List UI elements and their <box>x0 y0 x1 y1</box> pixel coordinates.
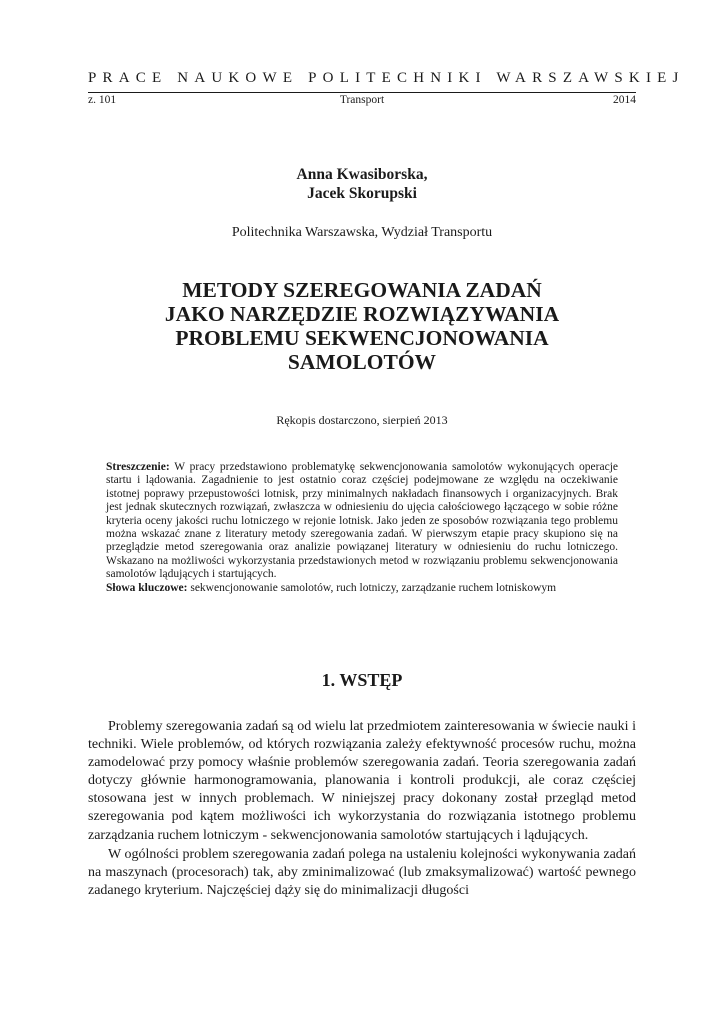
section-heading: 1. WSTĘP <box>321 670 403 690</box>
series-name: Transport <box>339 94 385 106</box>
title-line: METODY SZEREGOWANIA ZADAŃ <box>182 278 542 302</box>
body-paragraph: W ogólności problem szeregowania zadań polega na ustaleniu kolejności wykonywania zadań na maszynach (procesorach) tak, aby zminimalizować (lub zmaksymalizować) wartość pewnego zadanego kryterium. Najczęściej dąży się do minimalizacji długości <box>88 846 636 898</box>
header-rule <box>88 92 636 93</box>
keywords-label: Słowa kluczowe: <box>106 581 188 594</box>
abstract-paragraph <box>106 461 618 582</box>
abstract-label: Streszczenie: <box>106 461 170 473</box>
author-1: Anna Kwasiborska, <box>296 166 428 183</box>
abstract <box>106 461 618 595</box>
author-2: Jacek Skorupski <box>307 185 417 202</box>
title-line: SAMOLOTÓW <box>287 350 437 374</box>
keywords-text: sekwencjonowanie samolotów, ruch lotniczy, zarządzanie ruchem lotniskowym <box>190 581 557 594</box>
received-date: Rękopis dostarczono, sierpień 2013 <box>276 413 448 427</box>
volume-number: z. 101 <box>88 94 117 106</box>
publication-year: 2014 <box>613 94 636 106</box>
section-body <box>88 718 636 900</box>
title-line: JAKO NARZĘDZIE ROZWIĄZYWANIA <box>164 302 560 326</box>
paper-title <box>88 278 636 374</box>
abstract-text: W pracy przedstawiono problematykę sekwencjonowania samolotów wykonujących operacje startu i lądowania. Zagadnienie to jest ostatnio coraz częściej podejmowane ze względu na oczekiwanie istotnej poprawy przepustowości lotnisk, przy minimalnych nakładach finansowych i organizacyjnych. Brak jest jednak skutecznych rozwiązań, zwłaszcza w odniesieniu do ujęcia całościowego łączącego w sobie różne kryteria oceny jakości ruchu lotniczego w rejonie lotnisk. Jako jeden ze sposobów rozwiązania tego problemu można wskazać znane z literatury metody szeregowania zadań. W pierwszym etapie pracy skupiono się na przeglądzie metod szeregowania oraz analizie powiązanej literatury w odniesieniu do ruchu lotniczego. Wskazano na możliwości wykorzystania przedstawionych metod w rozwiązaniu problemu sekwencjonowania samolotów lądujących i startujących. <box>106 461 618 581</box>
keywords-paragraph <box>106 582 618 595</box>
journal-title: PRACE NAUKOWE POLITECHNIKI WARSZAWSKIEJ <box>88 70 685 86</box>
body-paragraph: Problemy szeregowania zadań są od wielu lat przedmiotem zainteresowania w świecie nauki i techniki. Wiele problemów, od których rozwiązania zależy efektywność procesów ruchu, można zamodelować przy pomocy właśnie problemów szeregowania zadań. Teoria szeregowania zadań dotyczy głównie harmonogramowania, planowania i kontroli produkcji, ale coraz częściej stosowana jest w innych problemach. W niniejszej pracy dokonany został przegląd metod szeregowania pod kątem możliwości ich wykorzystania do rozwiązania istotnego problemu zarządzania ruchem lotniczym - sekwencjonowania samolotów startujących i lądujących. <box>88 719 636 843</box>
affiliation: Politechnika Warszawska, Wydział Transportu <box>231 225 493 240</box>
title-line: PROBLEMU SEKWENCJONOWANIA <box>175 326 549 350</box>
authors <box>88 165 636 203</box>
